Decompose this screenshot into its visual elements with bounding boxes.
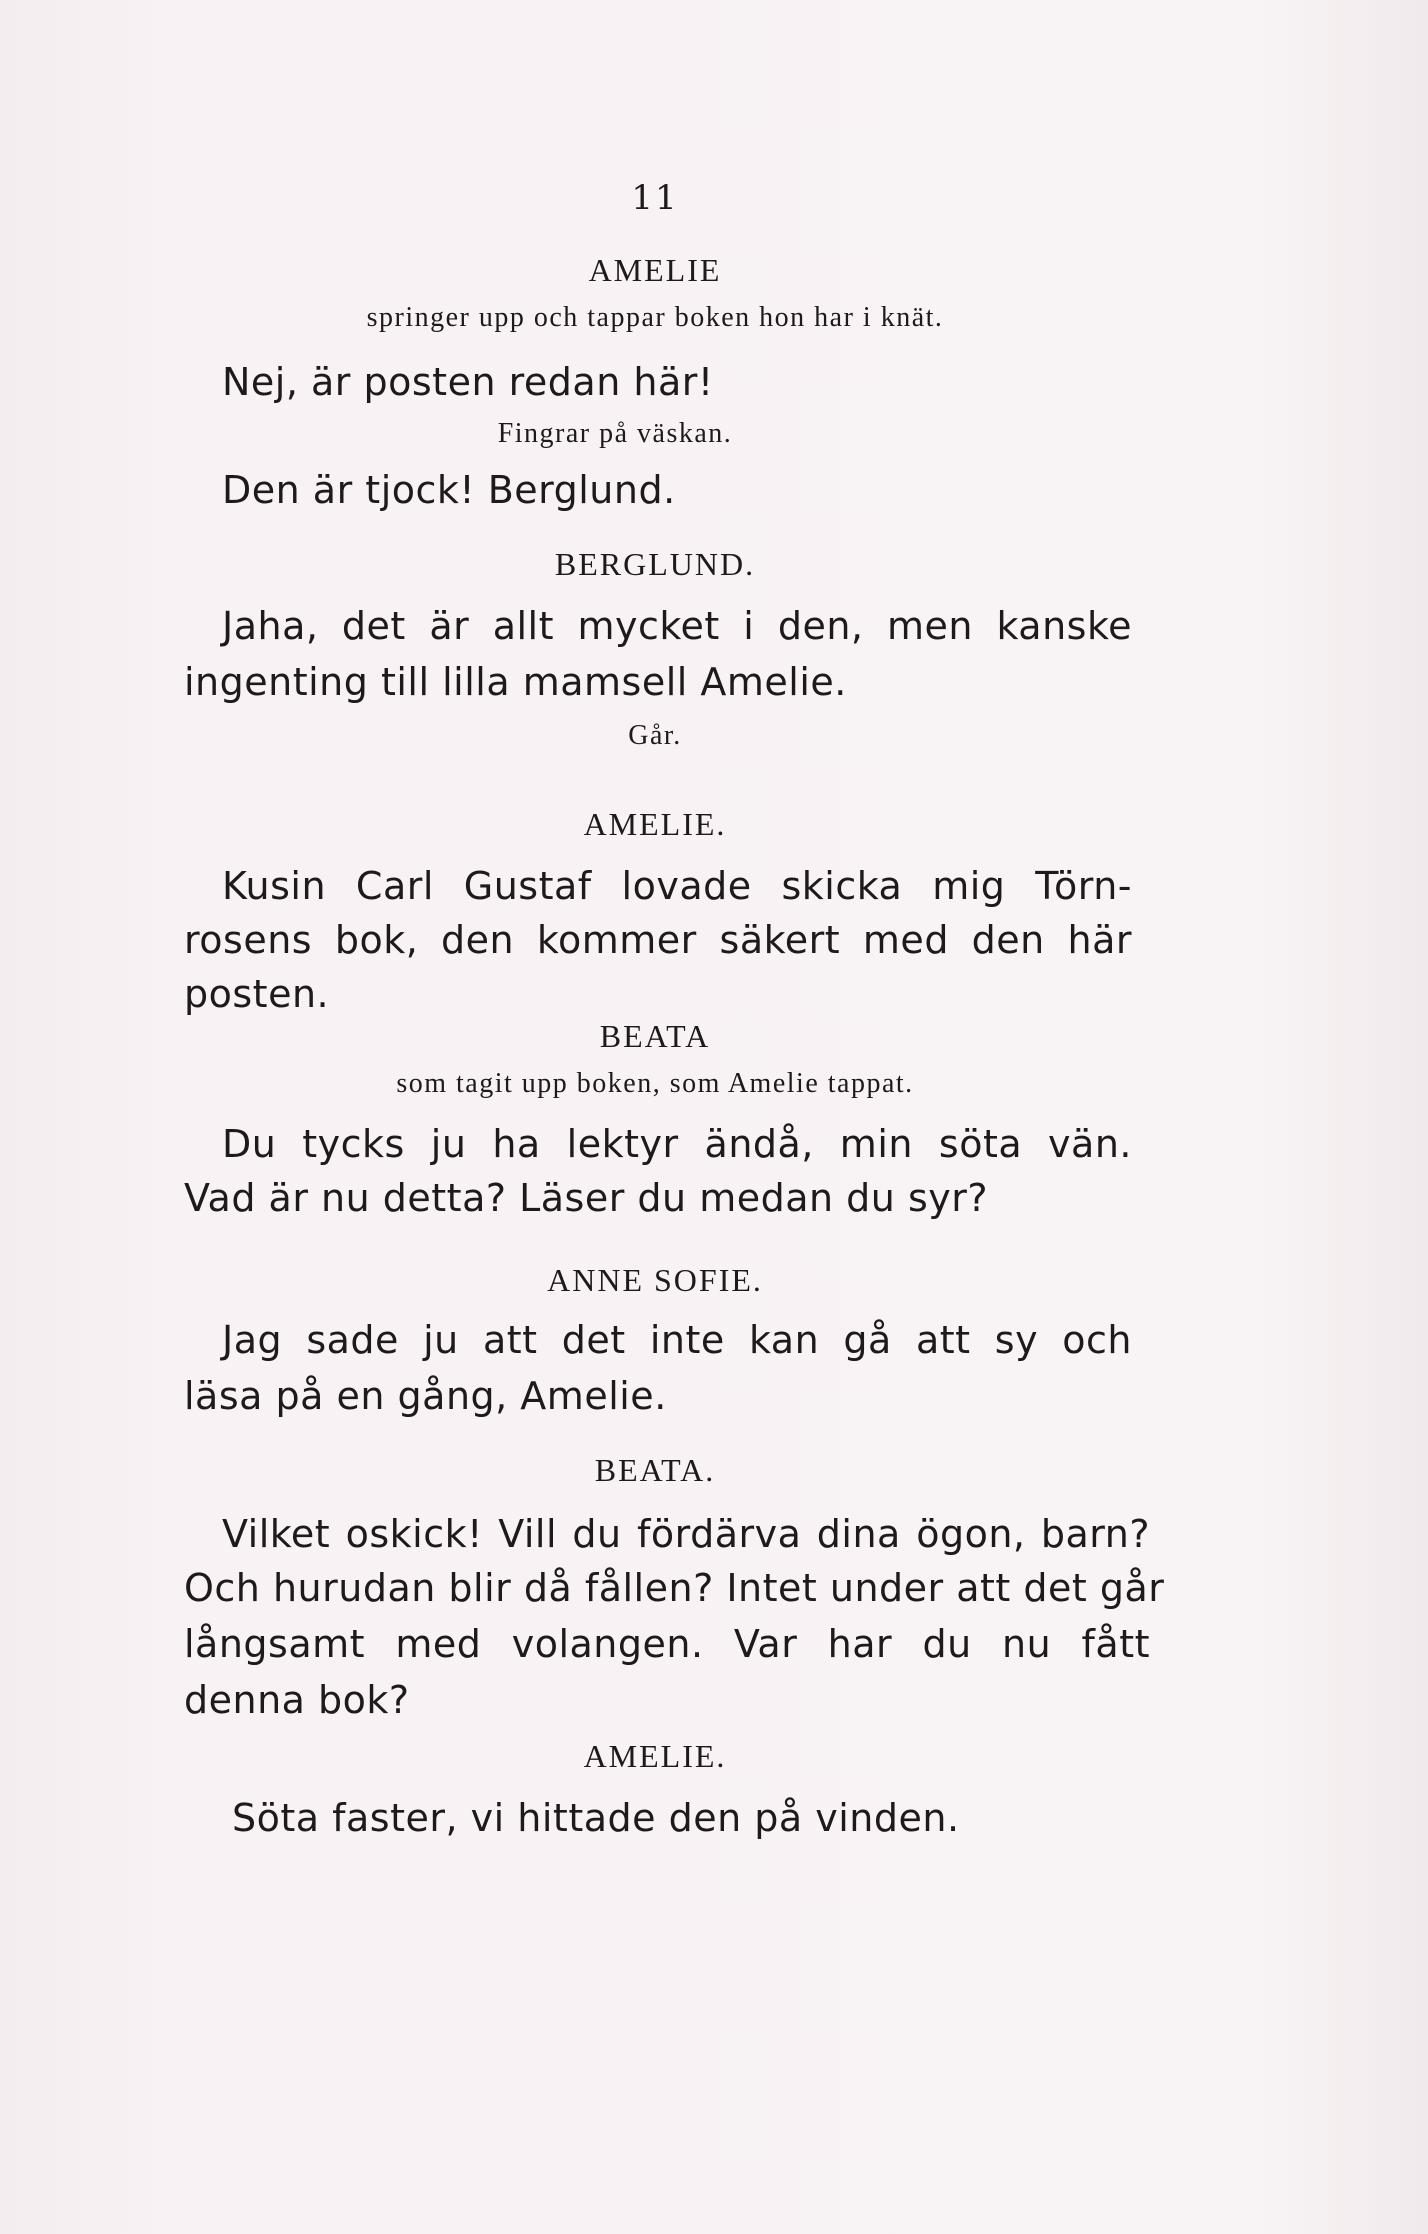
dialogue-line: Jaha, det är allt mycket i den, men kanske [222, 604, 1132, 648]
page-number: 11 [631, 178, 679, 218]
dialogue-line: läsa på en gång, Amelie. [184, 1374, 667, 1418]
dialogue-line: Nej, är posten redan här! [222, 360, 714, 404]
speaker-name: BERGLUND. [554, 546, 756, 582]
stage-direction: som tagit upp boken, som Amelie tappat. [396, 1068, 914, 1099]
dialogue-line: Kusin Carl Gustaf lovade skicka mig Törn- [222, 864, 1132, 908]
stage-direction: Fingrar på väskan. [497, 418, 733, 449]
dialogue-line: Och hurudan blir då fållen? Intet under att det går [184, 1566, 1165, 1610]
speaker-name: AMELIE [588, 252, 722, 288]
speaker-name: BEATA [599, 1018, 711, 1054]
dialogue-line: denna bok? [184, 1678, 410, 1722]
dialogue-line: Söta faster, vi hittade den på vinden. [232, 1796, 960, 1840]
speaker-name: BEATA. [594, 1452, 716, 1488]
stage-direction: springer upp och tappar boken hon har i knät. [366, 302, 944, 333]
speaker-name: ANNE SOFIE. [547, 1262, 763, 1298]
stage-direction: Går. [628, 720, 682, 751]
dialogue-line: ingenting till lilla mamsell Amelie. [184, 660, 847, 704]
dialogue-line: Du tycks ju ha lektyr ändå, min söta vän. [222, 1122, 1132, 1166]
dialogue-line: rosens bok, den kommer säkert med den här [184, 918, 1132, 962]
dialogue-line: posten. [184, 972, 330, 1016]
dialogue-line: Vilket oskick! Vill du fördärva dina ögon, barn? [222, 1512, 1150, 1556]
dialogue-line: Den är tjock! Berglund. [222, 468, 676, 512]
dialogue-line: Vad är nu detta? Läser du medan du syr? [184, 1176, 989, 1220]
dialogue-line: Jag sade ju att det inte kan gå att sy och [222, 1318, 1132, 1362]
dialogue-line: långsamt med volangen. Var har du nu fått [184, 1622, 1150, 1666]
speaker-name: AMELIE. [583, 806, 727, 842]
speaker-name: AMELIE. [583, 1738, 727, 1774]
